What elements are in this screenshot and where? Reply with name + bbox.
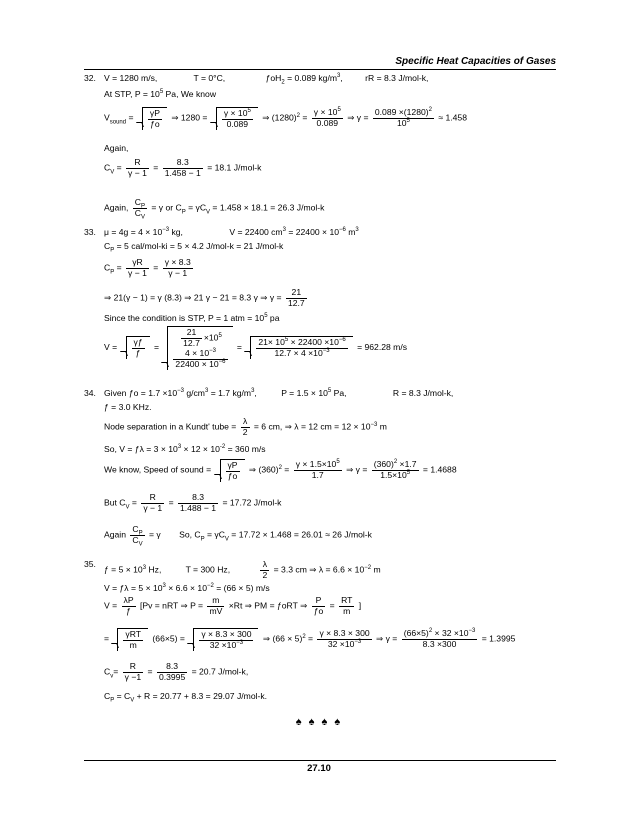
p33-given: $\mu = 4g = 4 \times 10^{-3}$ kg, V = 22400 $cm^3 = 22400 \times 10^{-6}$ $m^3$ [104, 227, 359, 237]
problem-number: 32. [84, 73, 96, 83]
p32-cv: $C_V$ = $\frac{R}{\gamma - 1}$ = $\frac{8.3}{1.458 - 1}$ = 18.1 J/mol-k [104, 157, 262, 178]
p34-frequency: ƒ = 3.0 KHz. [104, 402, 152, 412]
p33-cp: $C_P = 5$ cal/mol-ki = 5 × 4.2 J/mol-k = 21 J/mol-k [104, 241, 284, 254]
problem-35 [84, 560, 558, 710]
p35-velocity: V = ƒλ = $5 \times 10^3 \times 6.6 \times 10^{-2} = (66 \times 5)$ m/s [104, 583, 270, 593]
p33-velocity: V = $\frac{\gamma ƒ}{ƒ}$ = $\frac{21}{12.7}$ $\times 10^5$ $4 \times 10^{-3}$ $22400 \times 10^{-6}$ = $\frac{21\times 10^5 \times 22400 \times 10^{-6}}{12.7 \times 4 \times 10^{-3}}$ = 962.28 m/s [104, 327, 408, 369]
p34-cv: But $C_V$ = $\frac{R}{\gamma - 1}$ = $\frac{8.3}{1.488 - 1}$ = 17.72 J/mol-k [104, 492, 282, 513]
end-ornament: ♠ ♠ ♠ ♠ [295, 716, 343, 728]
problem-number: 35. [84, 559, 96, 569]
p33-stp: Since the condition is STP, P = 1 atm = $10^5$ pa [104, 313, 280, 323]
p32-stp: At STP, $P = 10^5$ Pa, We know [104, 89, 217, 99]
problem-34 [84, 389, 558, 557]
sqrt-sign: $\frac{\gamma \times 10^5}{0.089}$ [216, 107, 258, 130]
p34-cp: Again $\frac{C_P}{C_V}$ = γ So, $C_P = \gamma C_V = 17.72 \times 1.468 = 26.01 \approx 26$ J/mol-k [104, 524, 372, 548]
p35-derivation: V = $\frac{\lambda P}{ƒ}$ [Pv = nRT ⇒ P = $\frac{m}{mV}$ ×Rt ⇒ PM = ƒoRT ⇒ $\frac{P}{ƒo}$ = $\frac{RT}{m}$ ] [104, 595, 362, 616]
p35-cv: $C_v=$ $\frac{R}{\gamma -1}$ = $\frac{8.3}{0.3995}$ = 20.7 J/mol-k, [104, 661, 249, 682]
p34-given: Given ƒo = $1.7 \times 10^{-3}$ $g/cm^3 = 1.7$ $kg/m^3$, $P = 1.5 \times 10^5$ Pa, R = 8.3 J/mol-k, [104, 388, 454, 398]
problem-number: 34. [84, 388, 96, 398]
footer-rule [84, 760, 556, 761]
p35-gamma: = γRT m (66×5) = $\frac{\gamma \times 8.3 \times 300}{32 \times 10^{-3}}$ ⇒ $(66 \times 5)^2$ = $\frac{\gamma \times 8.3 \times 300}{32 \times 10^{-3}}$ ⇒ γ = $\frac{(66\times 5)^2 \times 32 \times 10^{-3}}{8.3 \times 300}$ = 1.3995 [104, 628, 516, 650]
p35-given: ƒ = $5 \times 10^3$ Hz, T = 300 Hz, $\frac{\lambda}{2}$ = 3.3 cm ⇒ $\lambda = 6.6 \times 10^{-2}$ m [104, 559, 381, 580]
p34-node-separation: Node separation in a Kundt' tube = $\frac{\lambda}{2}$ = 6 cm, ⇒ λ = 12 cm = $12 \times 10^{-3}$ m [104, 416, 387, 437]
problem-32 [84, 74, 558, 224]
problem-33 [84, 228, 558, 378]
p34-velocity: So, V = ƒλ = $3 \times 10^3 \times 12 \times 10^{-2} = 360$ m/s [104, 444, 266, 454]
p35-cp: $C_P = C_V + R = 20.77 + 8.3 = 29.07$ J/mol-k. [104, 691, 268, 704]
p32-again: Again, [104, 143, 129, 153]
page-number: 27.10 [307, 763, 331, 774]
p32-vsound: $V_{sound}$ = $\frac{\gamma P}{ƒo}$ ⇒ 1280 = $\frac{\gamma \times 10^5}{0.089}$ ⇒ $(1280)^2$ = $\frac{\gamma \times 10^5}{0.089}$ ⇒ γ = $\frac{0.089 \times(1280)^2}{10^5}$ ≈ 1.458 [104, 107, 467, 129]
p32-cp: Again, $\frac{C_P}{C_V}$ = γ or $C_P = \gamma C_V = 1.458 \times 18.1 = 26.3$ J/mol-k [104, 197, 325, 221]
p33-gamma: ⇒ 21(γ − 1) = γ (8.3) ⇒ 21 γ − 21 = 8.3 γ ⇒ γ = $\frac{21}{12.7}$ [104, 287, 305, 308]
p32-given: V = 1280 m/s, T = 0°C, ƒoH$_2$ = 0.089 $kg/m^3$, rR = 8.3 J/mol-k, [104, 73, 429, 86]
p34-speed-of-sound: We know, Speed of sound = $\frac{\gamma P}{ƒo}$ ⇒ $(360)^2$ = $\frac{\gamma \times 1.5\times 10^5}{1.7}$ ⇒ γ = $\frac{(360)^2 \times 1.7}{1.5\times 10^5}$ = 1.4688 [104, 459, 457, 481]
sqrt-sign: $\frac{\gamma P}{ƒo}$ [142, 107, 167, 130]
p33-cp-formula: $C_P$ = $\frac{\gamma R}{\gamma - 1}$ = $\frac{\gamma \times 8.3}{\gamma - 1}$ [104, 257, 191, 278]
running-header: Specific Heat Capacities of Gases [395, 56, 556, 67]
header-rule [84, 69, 556, 70]
problem-number: 33. [84, 227, 96, 237]
